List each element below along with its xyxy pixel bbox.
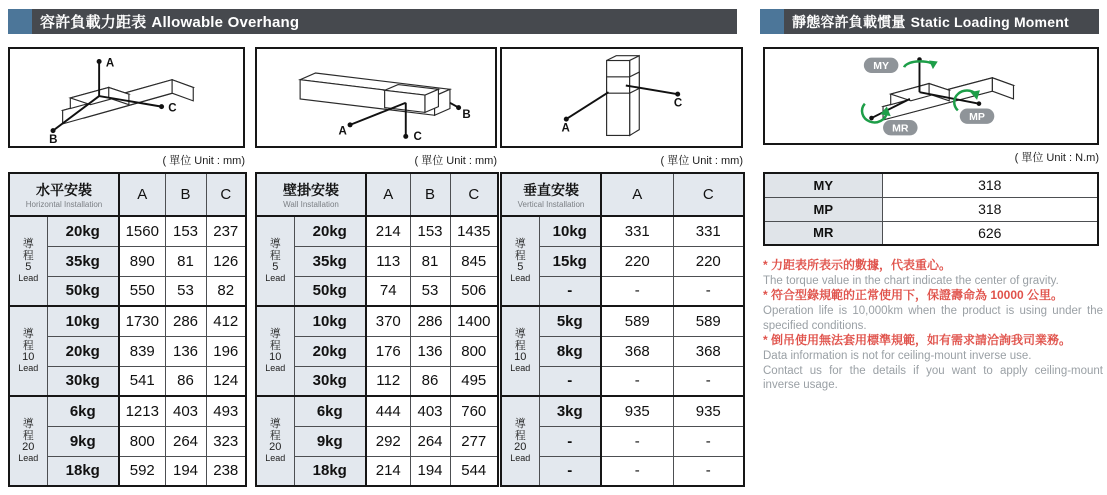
value-cell: 592 bbox=[119, 456, 165, 486]
vertical-actuator-drawing bbox=[502, 49, 741, 146]
lead-cell-20: 導 程 20 Lead bbox=[501, 396, 539, 486]
installation-title-cell bbox=[256, 173, 366, 216]
load-cell: 10kg bbox=[47, 306, 119, 336]
table-row bbox=[256, 306, 498, 336]
table-row bbox=[256, 216, 498, 246]
value-cell: 550 bbox=[119, 276, 165, 306]
installation-title-zh: 垂直安裝 bbox=[523, 182, 579, 198]
load-cell: 30kg bbox=[47, 366, 119, 396]
value-cell: 220 bbox=[601, 246, 673, 276]
value-cell: 286 bbox=[165, 306, 206, 336]
load-cell: 9kg bbox=[47, 426, 119, 456]
installation-title-cell bbox=[9, 173, 119, 216]
load-cell: 18kg bbox=[294, 456, 366, 486]
value-cell: 890 bbox=[119, 246, 165, 276]
diagram-horizontal-installation bbox=[8, 47, 245, 148]
header-row bbox=[256, 173, 498, 216]
installation-title-cell bbox=[501, 173, 601, 216]
unit-label-mm: ( 單位 Unit : mm) bbox=[162, 155, 245, 167]
load-cell: 30kg bbox=[294, 366, 366, 396]
load-cell: 6kg bbox=[47, 396, 119, 426]
load-cell: 10kg bbox=[294, 306, 366, 336]
load-cell: 3kg bbox=[539, 396, 601, 426]
value-cell: 81 bbox=[410, 246, 450, 276]
value-cell: 331 bbox=[601, 216, 673, 246]
lead-cell-10: 導 程 10 Lead bbox=[256, 306, 294, 396]
moment-label: MR bbox=[764, 221, 882, 245]
value-cell: - bbox=[601, 366, 673, 396]
column-header-a: A bbox=[119, 173, 165, 216]
value-cell: 760 bbox=[450, 396, 498, 426]
value-cell: 81 bbox=[165, 246, 206, 276]
value-cell: 493 bbox=[206, 396, 246, 426]
lead-cell-20: 導 程 20 Lead bbox=[9, 396, 47, 486]
moment-value: 626 bbox=[882, 221, 1098, 245]
value-cell: 800 bbox=[119, 426, 165, 456]
unit-label-mm: ( 單位 Unit : mm) bbox=[660, 155, 743, 167]
table-row bbox=[501, 306, 744, 336]
table-row bbox=[9, 216, 246, 246]
value-cell: 444 bbox=[366, 396, 410, 426]
point-a-label: A bbox=[105, 57, 115, 70]
value-cell: 331 bbox=[673, 216, 744, 246]
value-cell: - bbox=[673, 426, 744, 456]
load-cell: 6kg bbox=[294, 396, 366, 426]
note-line-zh: * 力距表所表示的數據，代表重心。 bbox=[763, 258, 952, 272]
value-cell: 214 bbox=[366, 216, 410, 246]
value-cell: - bbox=[601, 276, 673, 306]
table-wall-installation bbox=[255, 172, 499, 487]
moment-actuator-drawing bbox=[765, 49, 1097, 143]
value-cell: 176 bbox=[366, 336, 410, 366]
value-cell: 544 bbox=[450, 456, 498, 486]
section-title-zh: 容許負載力距表 bbox=[40, 14, 147, 31]
lead-cell-5: 導 程 5 Lead bbox=[501, 216, 539, 306]
value-cell: 264 bbox=[410, 426, 450, 456]
value-cell: 86 bbox=[165, 366, 206, 396]
section-title-en: Static Loading Moment bbox=[910, 13, 1069, 30]
value-cell: 412 bbox=[206, 306, 246, 336]
section-header-allowable-overhang bbox=[8, 9, 737, 34]
column-header-c: C bbox=[206, 173, 246, 216]
point-c-label: C bbox=[673, 97, 683, 110]
value-cell: 214 bbox=[366, 456, 410, 486]
value-cell: 286 bbox=[410, 306, 450, 336]
header-row bbox=[501, 173, 744, 216]
value-cell: 589 bbox=[673, 306, 744, 336]
value-cell: 196 bbox=[206, 336, 246, 366]
value-cell: 53 bbox=[165, 276, 206, 306]
value-cell: 1400 bbox=[450, 306, 498, 336]
lead-cell-20: 導 程 20 Lead bbox=[256, 396, 294, 486]
value-cell: 935 bbox=[601, 396, 673, 426]
value-cell: 237 bbox=[206, 216, 246, 246]
table-horizontal-installation bbox=[8, 172, 247, 487]
value-cell: - bbox=[601, 456, 673, 486]
unit-label-nm: ( 單位 Unit : N.m) bbox=[1014, 152, 1099, 164]
value-cell: 277 bbox=[450, 426, 498, 456]
load-cell: - bbox=[539, 426, 601, 456]
point-c-label: C bbox=[168, 102, 177, 115]
section-title-en: Allowable Overhang bbox=[151, 14, 300, 31]
lead-cell-10: 導 程 10 Lead bbox=[9, 306, 47, 396]
note-line-en: Contact us for the details if you want to apply ceiling-mount inverse usage. bbox=[763, 364, 1103, 392]
value-cell: 800 bbox=[450, 336, 498, 366]
load-cell: 20kg bbox=[294, 216, 366, 246]
table-row bbox=[9, 396, 246, 426]
table-vertical-installation bbox=[500, 172, 745, 487]
moment-row-my bbox=[764, 173, 1098, 197]
column-header-a: A bbox=[601, 173, 673, 216]
installation-title-zh: 水平安裝 bbox=[36, 182, 92, 198]
table-row bbox=[501, 396, 744, 426]
horizontal-actuator-drawing bbox=[10, 49, 243, 146]
value-cell: 935 bbox=[673, 396, 744, 426]
value-cell: 126 bbox=[206, 246, 246, 276]
load-cell: 20kg bbox=[47, 336, 119, 366]
moment-value: 318 bbox=[882, 197, 1098, 221]
value-cell: 136 bbox=[165, 336, 206, 366]
value-cell: 136 bbox=[410, 336, 450, 366]
value-cell: 292 bbox=[366, 426, 410, 456]
value-cell: 153 bbox=[410, 216, 450, 246]
section-title bbox=[40, 11, 299, 32]
my-label: MY bbox=[873, 60, 890, 73]
point-b-label: B bbox=[49, 134, 58, 146]
table-static-loading-moment bbox=[763, 172, 1099, 246]
value-cell: 153 bbox=[165, 216, 206, 246]
diagram-static-loading-moment bbox=[763, 47, 1099, 145]
value-cell: 506 bbox=[450, 276, 498, 306]
value-cell: 1560 bbox=[119, 216, 165, 246]
value-cell: 845 bbox=[450, 246, 498, 276]
value-cell: 368 bbox=[601, 336, 673, 366]
value-cell: 541 bbox=[119, 366, 165, 396]
value-cell: 323 bbox=[206, 426, 246, 456]
note-line-zh: * 符合型錄規範的正常使用下，保證壽命為 10000 公里。 bbox=[763, 288, 1064, 303]
load-cell: 10kg bbox=[539, 216, 601, 246]
moment-value: 318 bbox=[882, 173, 1098, 197]
value-cell: 1213 bbox=[119, 396, 165, 426]
column-header-b: B bbox=[410, 173, 450, 216]
value-cell: 124 bbox=[206, 366, 246, 396]
value-cell: 194 bbox=[410, 456, 450, 486]
note-line-en: The torque value in the chart indicate the center of gravity. bbox=[763, 274, 1059, 287]
wall-actuator-drawing bbox=[257, 49, 495, 146]
lead-cell-5: 導 程 5 Lead bbox=[9, 216, 47, 306]
value-cell: 113 bbox=[366, 246, 410, 276]
value-cell: 839 bbox=[119, 336, 165, 366]
diagram-vertical-installation bbox=[500, 47, 743, 148]
point-a-label: A bbox=[561, 122, 570, 135]
mr-label: MR bbox=[892, 122, 909, 135]
value-cell: 86 bbox=[410, 366, 450, 396]
value-cell: 1730 bbox=[119, 306, 165, 336]
value-cell: 82 bbox=[206, 276, 246, 306]
value-cell: - bbox=[601, 426, 673, 456]
lead-cell-10: 導 程 10 Lead bbox=[501, 306, 539, 396]
notes-block bbox=[763, 258, 1103, 393]
load-cell: 50kg bbox=[294, 276, 366, 306]
value-cell: 194 bbox=[165, 456, 206, 486]
lead-cell-5: 導 程 5 Lead bbox=[256, 216, 294, 306]
value-cell: 495 bbox=[450, 366, 498, 396]
section-title bbox=[792, 12, 1069, 32]
table-row bbox=[9, 306, 246, 336]
moment-row-mp bbox=[764, 197, 1098, 221]
column-header-c: C bbox=[450, 173, 498, 216]
unit-label-mm: ( 單位 Unit : mm) bbox=[414, 155, 497, 167]
installation-title-en: Vertical Installation bbox=[517, 200, 585, 209]
value-cell: - bbox=[673, 276, 744, 306]
table-row bbox=[256, 396, 498, 426]
moment-row-mr bbox=[764, 221, 1098, 245]
installation-title-en: Wall Installation bbox=[283, 200, 339, 209]
value-cell: 403 bbox=[165, 396, 206, 426]
value-cell: - bbox=[673, 456, 744, 486]
column-header-a: A bbox=[366, 173, 410, 216]
moment-label: MY bbox=[764, 173, 882, 197]
point-a-label: A bbox=[338, 125, 347, 138]
column-header-c: C bbox=[673, 173, 744, 216]
load-cell: 9kg bbox=[294, 426, 366, 456]
section-title-zh: 靜態容許負載慣量 bbox=[792, 13, 906, 30]
load-cell: 35kg bbox=[294, 246, 366, 276]
load-cell: 20kg bbox=[294, 336, 366, 366]
value-cell: 220 bbox=[673, 246, 744, 276]
installation-title-zh: 壁掛安裝 bbox=[283, 182, 339, 198]
value-cell: 1435 bbox=[450, 216, 498, 246]
note-line-zh: * 倒吊使用無法套用標準規範，如有需求請洽詢我司業務。 bbox=[763, 333, 1072, 348]
value-cell: 368 bbox=[673, 336, 744, 366]
load-cell: 5kg bbox=[539, 306, 601, 336]
value-cell: 264 bbox=[165, 426, 206, 456]
value-cell: 589 bbox=[601, 306, 673, 336]
note-line-en: Data information is not for ceiling-mount inverse use. bbox=[763, 349, 1032, 362]
load-cell: - bbox=[539, 276, 601, 306]
accent-square bbox=[8, 9, 32, 34]
value-cell: 238 bbox=[206, 456, 246, 486]
load-cell: - bbox=[539, 456, 601, 486]
note-line-en: Operation life is 10,000km when the product is using under the specified conditions. bbox=[763, 304, 1103, 332]
load-cell: 50kg bbox=[47, 276, 119, 306]
point-c-label: C bbox=[413, 131, 422, 144]
section-header-static-loading-moment bbox=[760, 9, 1099, 34]
load-cell: 18kg bbox=[47, 456, 119, 486]
load-cell: 15kg bbox=[539, 246, 601, 276]
moment-label: MP bbox=[764, 197, 882, 221]
mp-label: MP bbox=[969, 110, 985, 123]
installation-title-en: Horizontal Installation bbox=[25, 200, 103, 209]
load-cell: 8kg bbox=[539, 336, 601, 366]
value-cell: 112 bbox=[366, 366, 410, 396]
table-row bbox=[501, 216, 744, 246]
value-cell: 370 bbox=[366, 306, 410, 336]
value-cell: 74 bbox=[366, 276, 410, 306]
load-cell: 35kg bbox=[47, 246, 119, 276]
value-cell: 403 bbox=[410, 396, 450, 426]
header-row bbox=[9, 173, 246, 216]
point-b-label: B bbox=[462, 109, 471, 122]
diagram-wall-installation bbox=[255, 47, 497, 148]
column-header-b: B bbox=[165, 173, 206, 216]
load-cell: - bbox=[539, 366, 601, 396]
load-cell: 20kg bbox=[47, 216, 119, 246]
accent-square bbox=[760, 9, 784, 34]
value-cell: 53 bbox=[410, 276, 450, 306]
value-cell: - bbox=[673, 366, 744, 396]
